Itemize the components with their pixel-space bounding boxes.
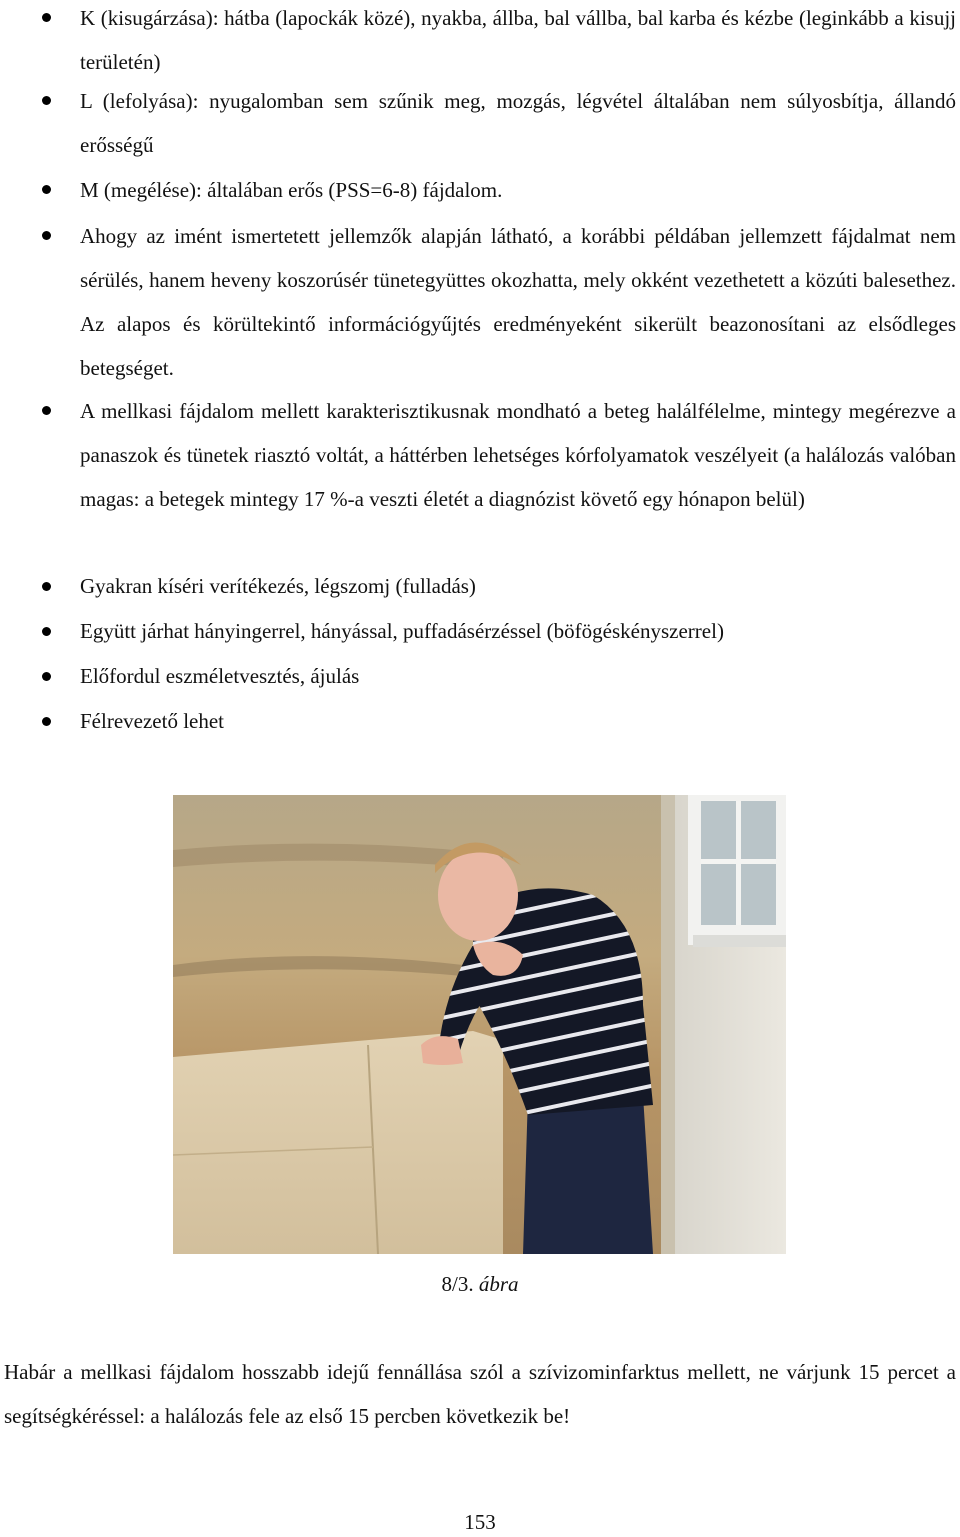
page-number: 153 — [464, 1510, 496, 1534]
list-item-veritekezes: Gyakran kíséri verítékezés, légszomj (fulladás) — [80, 565, 956, 608]
list-item-ahogy: Ahogy az imént ismertetett jellemzők alapján látható, a korábbi példában jellemzett fájdalmat nem sérülés, hanem heveny koszorúsér tünetegyüttes okozhatta, mely okként vezethetett a közúti balesethez. Az alapos és körültekintő információgyűjtés eredményeként sikerült beazonosítani az elsődleges betegséget. — [80, 214, 956, 390]
figure-photo — [173, 795, 786, 1254]
person-hand-left — [421, 1036, 463, 1065]
list-item-hanyinger: Együtt járhat hányingerrel, hányással, puffadásérzéssel (böfögéskényszerrel) — [80, 610, 956, 653]
caption-number: 8/3. — [441, 1272, 474, 1296]
list-item-felrevezeto: Félrevezető lehet — [80, 700, 956, 743]
person-trousers — [523, 1095, 653, 1254]
body-paragraph: Habár a mellkasi fájdalom hosszabb idejű fennállása szól a szívizominfarktus mellett, ne várjunk 15 percet a segítségkéréssel: a halálozás fele az első 15 percben következik be! — [4, 1360, 956, 1428]
person-head — [438, 849, 518, 941]
list-item-k: K (kisugárzása): hátba (lapockák közé), nyakba, állba, bal vállba, bal karba és kézbe (leginkább a kisujj területén) — [80, 0, 956, 84]
list-item-l: L (lefolyása): nyugalomban sem szűnik meg, mozgás, légvétel általában nem súlyosbítja, állandó erősségű — [80, 79, 956, 167]
list-item-halalfelelem: A mellkasi fájdalom mellett karakterisztikusnak mondható a beteg halálfélelme, mintegy megérezve a panaszok és tünetek riasztó voltát, a háttérben lehetséges kórfolyamatok veszélyeit (a halálozás valóban magas: a betegek mintegy 17 %-a veszti életét a diagnózist követő egy hónapon belül) — [80, 389, 956, 521]
stone-block — [173, 1031, 503, 1254]
caption-word: ábra — [478, 1272, 519, 1296]
list-item-m: M (megélése): általában erős (PSS=6-8) fájdalom. — [80, 168, 956, 212]
list-item-eszmeletvesztes: Előfordul eszméletvesztés, ájulás — [80, 655, 956, 698]
figure-caption — [0, 1266, 960, 1302]
